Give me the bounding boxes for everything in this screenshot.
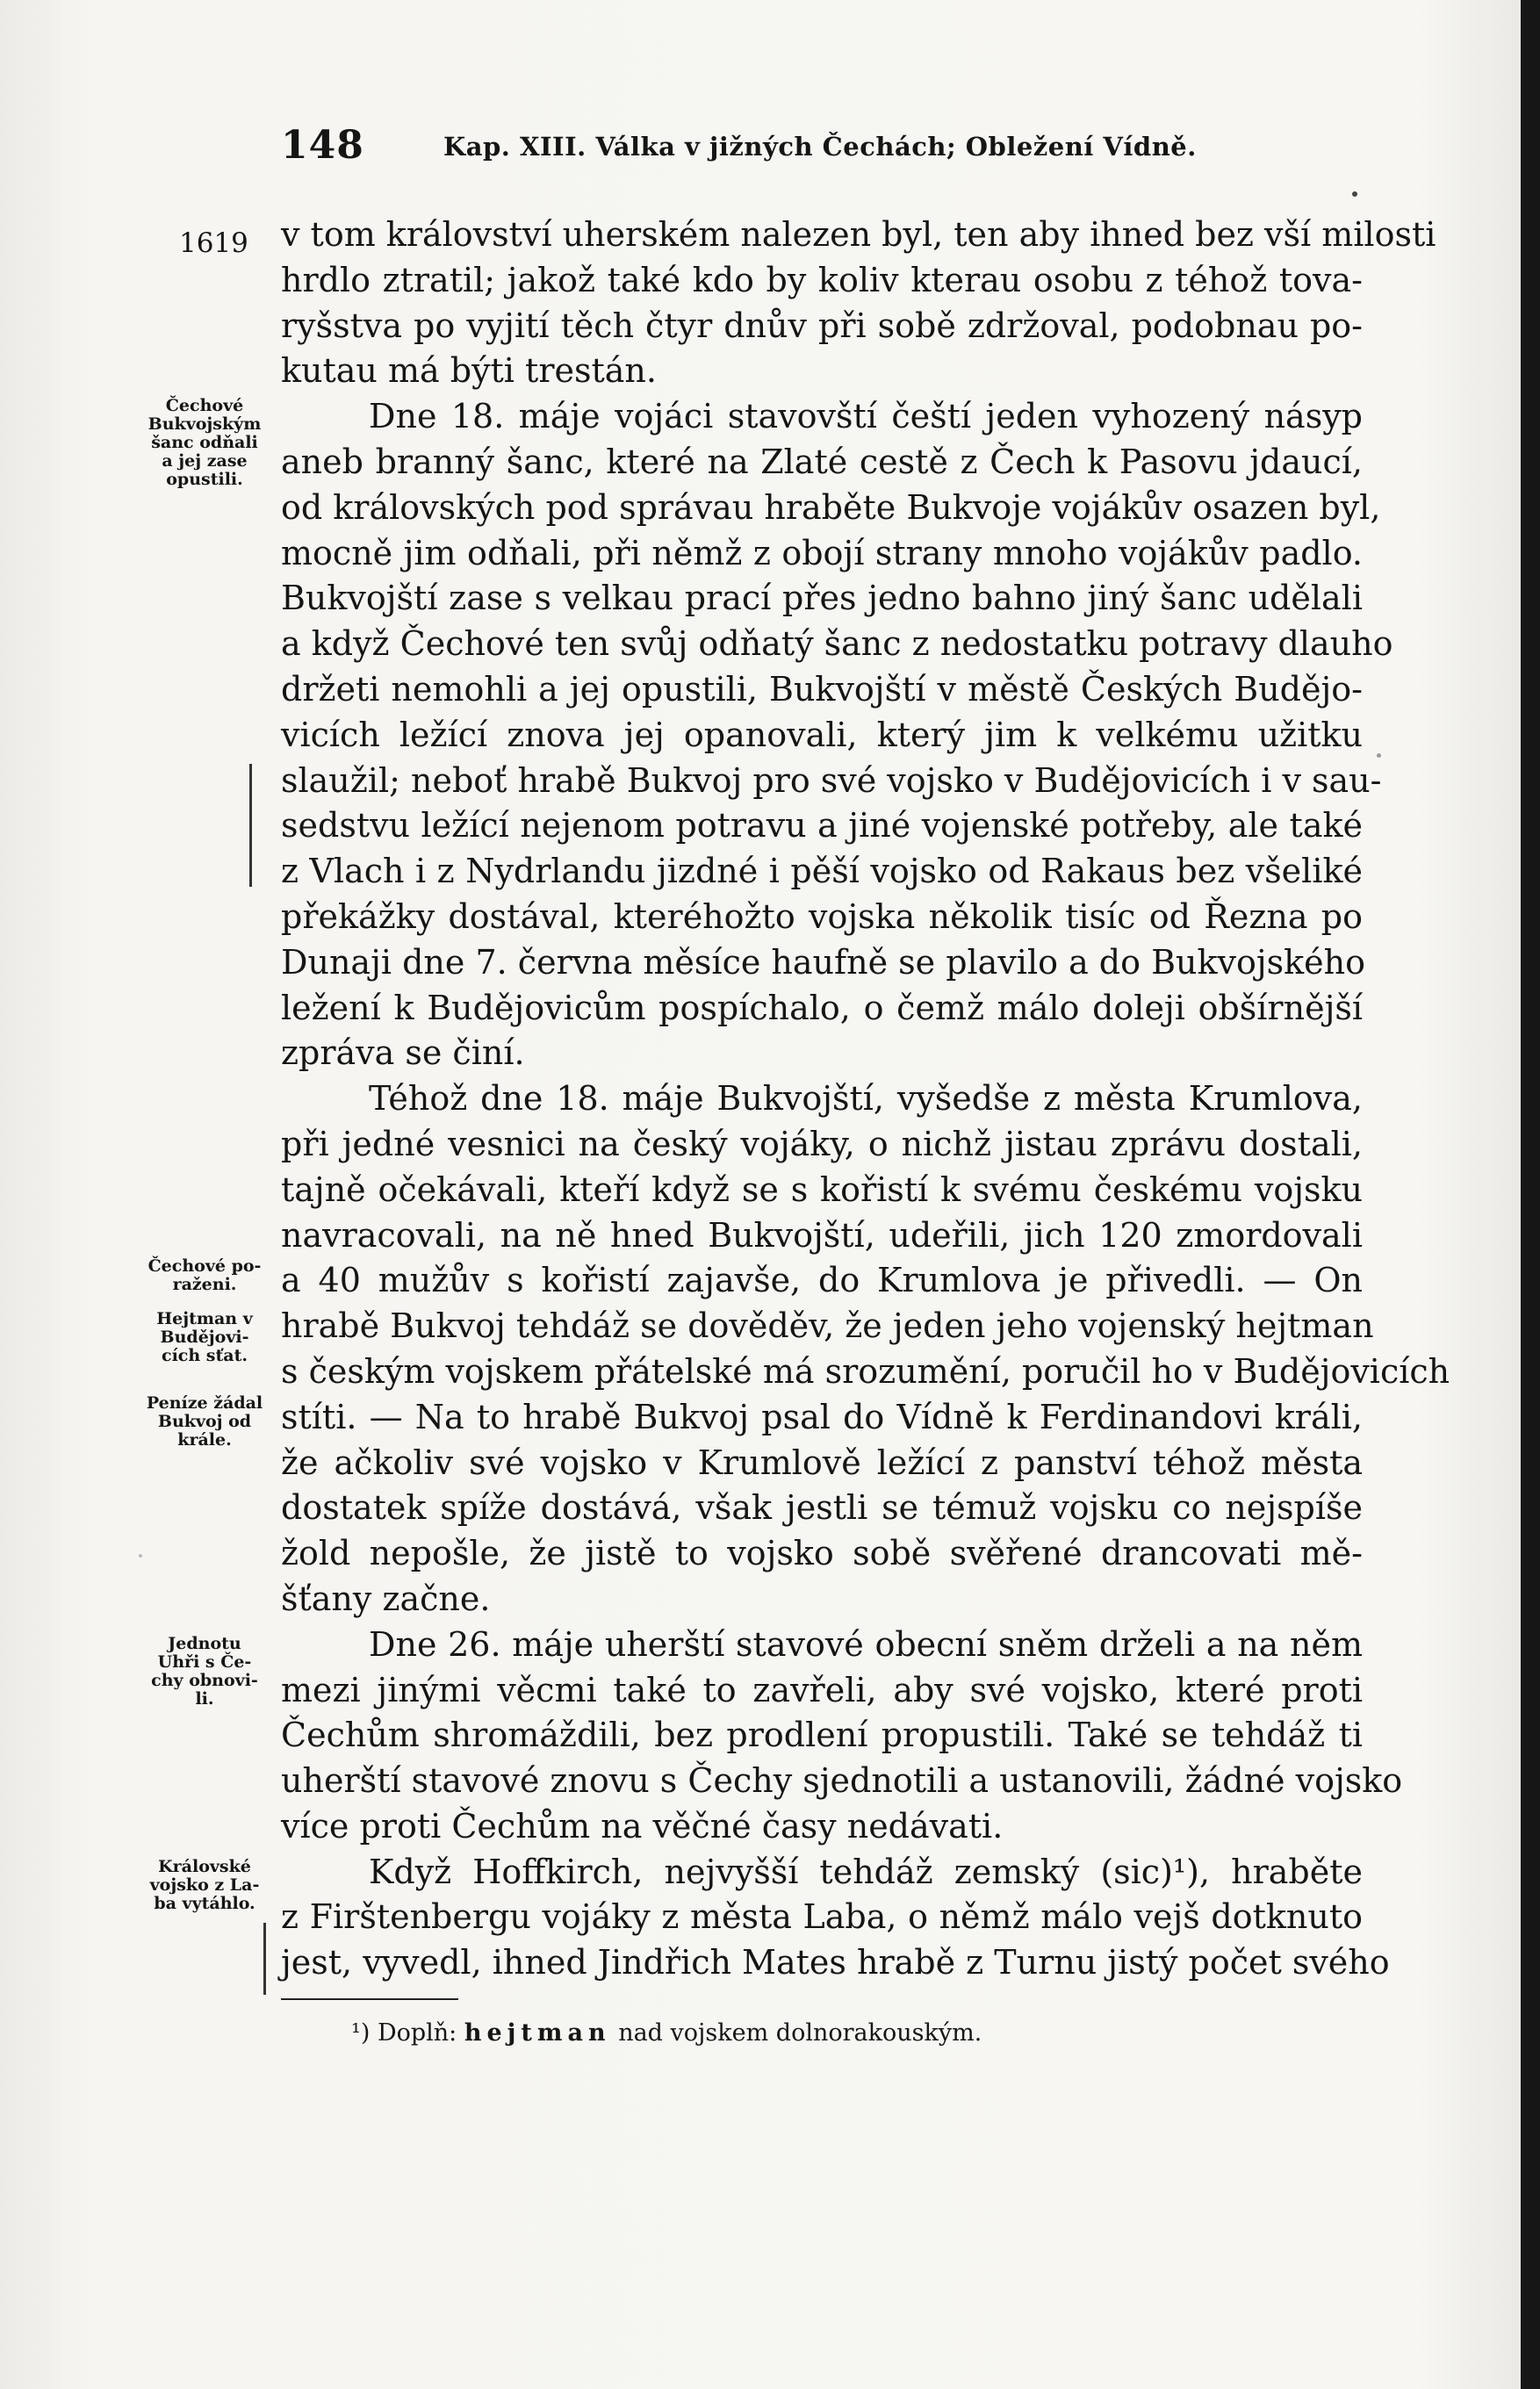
ink-speck (139, 1554, 142, 1558)
year-marker: 1619 (179, 227, 248, 259)
text-line: Bukvojští zase s velkau prací přes jedno bahno jiný šanc udělali (281, 579, 1363, 618)
text-line: mezi jinými věcmi také to zavřeli, aby své vojsko, které proti (281, 1670, 1363, 1709)
text-line: mocně jim odňali, při němž z obojí strany mnoho vojákův padlo. (281, 533, 1363, 572)
text-line: slaužil; neboť hrabě Bukvoj pro své vojsko v Budějovicích i v sau- (281, 760, 1382, 800)
paragraph (281, 1850, 1390, 1986)
text-line: Čechům shromáždili, bez prodlení propustili. Také se tehdáž ti (281, 1716, 1363, 1755)
text-line: tajně očekávali, kteří když se s kořistí k svému českému vojsku (281, 1169, 1363, 1209)
ink-speck (1352, 191, 1357, 197)
margin-note-line: chy obnovi- (151, 1671, 258, 1690)
text-line: více proti Čechům na věčné časy nedávati. (281, 1806, 1004, 1846)
margin-note-line: Královské (158, 1857, 251, 1876)
margin-note-line: opustili. (166, 470, 243, 489)
paragraph (281, 1623, 1403, 1850)
margin-note-line: Bukvoj od (157, 1412, 252, 1431)
page-header (281, 123, 1370, 176)
text-line: Dne 18. máje vojáci stavovští čeští jeden vyhozený násyp (369, 397, 1363, 436)
text-line: dostatek spíže dostává, však jestli se témuž vojsku co nejspíše (281, 1488, 1363, 1528)
ink-speck (1377, 753, 1381, 758)
margin-note (130, 1394, 279, 1450)
page-number: 148 (281, 123, 364, 168)
text-line: aneb branný šanc, které na Zlaté cestě z Čech k Pasovu jdaucí, (281, 442, 1363, 481)
margin-note (130, 1257, 279, 1294)
margin-note-line: Čechové po- (148, 1256, 262, 1276)
text-line: hrdlo ztratil; jakož také kdo by koliv kterau osobu z téhož tova- (281, 260, 1363, 299)
text-line: z Firštenbergu vojáky z města Laba, o němž málo vejš dotknuto (281, 1897, 1363, 1937)
footnote-marker: ¹) Doplň: (351, 2019, 457, 2047)
margin-note-line: Hejtman v (156, 1309, 253, 1328)
text-line: s českým vojskem přátelské má srozumění, poručil ho v Budějovicích (281, 1351, 1450, 1391)
margin-note (130, 397, 279, 489)
text-line: Dne 26. máje uherští stavové obecní sněm drželi a na něm (369, 1624, 1363, 1664)
text-line: kutau má býti trestán. (281, 351, 657, 391)
text-line: uherští stavové znovu s Čechy sjednotili a ustanovili, žádné vojsko (281, 1761, 1403, 1801)
footnote-text: nad vojskem dolnorakouským. (618, 2019, 982, 2047)
text-line: Téhož dne 18. máje Bukvojští, vyšedše z města Krumlova, (369, 1079, 1363, 1119)
text-line: stíti. — Na to hrabě Bukvoj psal do Vídně k Ferdinandovi králi, (281, 1397, 1363, 1436)
text-line: při jedné vesnici na český vojáky, o nichž jistau zprávu dostali, (281, 1124, 1363, 1163)
margin-note-line: ba vytáhlo. (154, 1894, 255, 1913)
text-line: od královských pod správau hraběte Bukvoje vojákův osazen byl, (281, 487, 1381, 527)
text-line: z Vlach i z Nydrlandu jizdné i pěší vojsko od Rakaus bez všeliké (281, 852, 1363, 891)
text-line: ležení k Budějovicům pospíchalo, o čemž málo doleji obšírnější (281, 988, 1363, 1027)
text-line: držeti nemohli a jej opustili, Bukvojští v městě Českých Budějo- (281, 669, 1363, 709)
margin-note-line: raženi. (172, 1275, 237, 1294)
text-line: šťany začne. (281, 1579, 491, 1618)
margin-note-line: Jednotu (168, 1634, 241, 1653)
paragraph (281, 1076, 1450, 1623)
text-line: sedstvu ležící nejenom potravu a jiné vojenské potřeby, ale také (281, 806, 1363, 846)
text-line: Dunaji dne 7. června měsíce haufně se plavilo a do Bukvojského (281, 942, 1365, 982)
text-line: a 40 mužův s kořistí zajavše, do Krumlova je přivedli. — On (281, 1261, 1363, 1300)
margin-pencil-mark (249, 764, 252, 887)
margin-note-line: Uhři s Če- (157, 1652, 252, 1672)
margin-note-line: a jej zase (162, 451, 248, 471)
running-title: Kap. XIII. Válka v jižných Čechách; Obležení Vídně. (443, 132, 1197, 162)
text-line: žold nepošle, že jistě to vojsko sobě svěřené drancovati mě- (281, 1534, 1363, 1573)
margin-note-line: cích sťat. (162, 1346, 248, 1365)
margin-note-line: šanc odňali (151, 433, 258, 452)
text-line: vicích ležící znova jej opanovali, který jim k velkému užitku (281, 715, 1363, 754)
margin-note-line: Budějovi- (160, 1328, 249, 1347)
text-line: Když Hoffkirch, nejvyšší tehdáž zemský (sic)¹), hraběte (369, 1852, 1363, 1891)
paragraph (281, 212, 1436, 394)
footnote-rule (281, 1998, 458, 2000)
text-line: a když Čechové ten svůj odňatý šanc z nedostatku potravy dlauho (281, 624, 1393, 664)
page-edge-shadow (1521, 0, 1540, 2389)
margin-note-line: Bukvojským (148, 414, 262, 434)
text-line: jest, vyvedl, ihned Jindřich Mates hrabě z Turnu jistý počet svého (281, 1943, 1390, 1982)
text-line: zpráva se činí. (281, 1033, 525, 1073)
margin-note (130, 1635, 279, 1709)
margin-note (130, 1858, 279, 1913)
text-line: ryšstva po vyjití těch čtyr dnův při sobě zdržoval, podobnau po- (281, 306, 1363, 345)
footnote-emphasis: hejtman (464, 2019, 611, 2047)
footnote (351, 2019, 982, 2047)
margin-note-line: vojsko z La- (149, 1875, 260, 1895)
text-line: překážky dostával, kteréhožto vojska několik tisíc od Řezna po (281, 896, 1363, 936)
margin-note-line: Čechové (165, 396, 244, 415)
text-line: hrabě Bukvoj tehdáž se dověděv, že jeden jeho vojenský hejtman (281, 1306, 1374, 1346)
margin-note-line: krále. (177, 1430, 232, 1450)
text-line: v tom království uherském nalezen byl, ten aby ihned bez vší milosti (281, 215, 1436, 254)
text-line: že ačkoliv své vojsko v Krumlově ležící z panství téhož města (281, 1443, 1363, 1482)
margin-note-line: Peníze žádal (146, 1393, 263, 1413)
margin-pencil-mark (263, 1923, 266, 1995)
margin-note (130, 1310, 279, 1365)
text-line: navracovali, na ně hned Bukvojští, udeřili, jich 120 zmordovali (281, 1215, 1363, 1255)
main-text (281, 212, 1450, 1986)
margin-note-line: li. (195, 1689, 214, 1709)
paragraph (281, 394, 1393, 1076)
